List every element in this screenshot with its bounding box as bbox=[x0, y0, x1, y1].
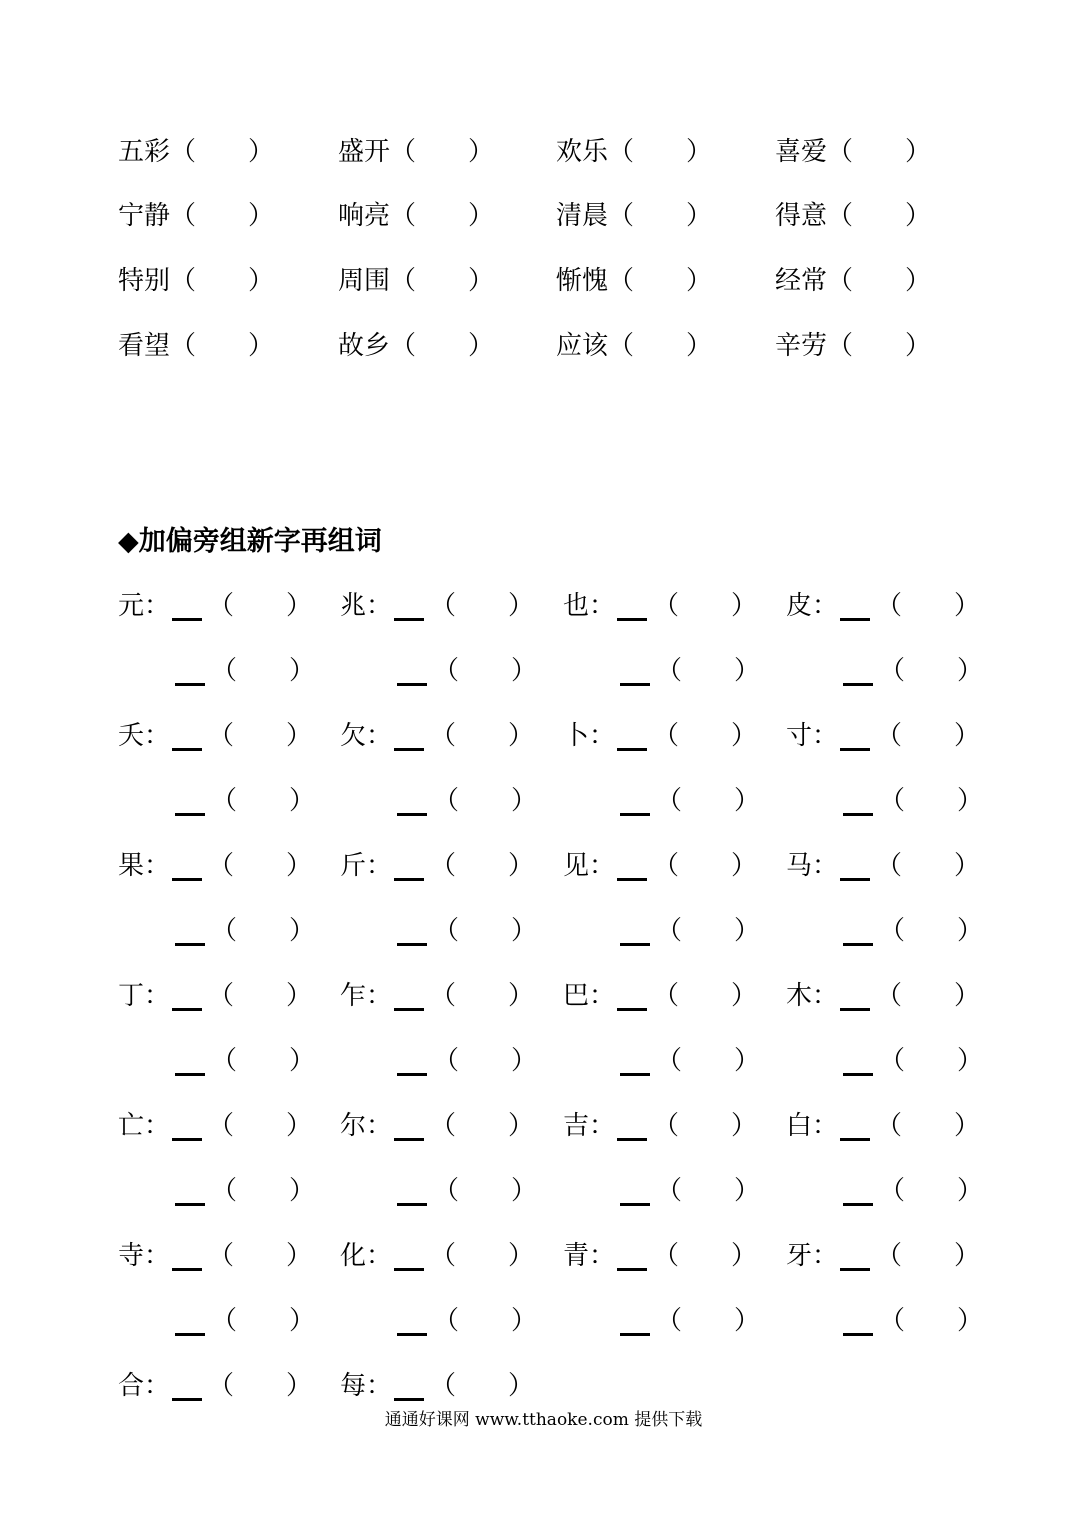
radical-item bbox=[340, 1104, 534, 1148]
word-parentheses[interactable]: （ ） bbox=[876, 851, 981, 881]
word-label: 喜爱 bbox=[775, 137, 828, 167]
word-parentheses[interactable]: （ ） bbox=[653, 591, 758, 621]
radical-item bbox=[118, 1364, 312, 1408]
word-parentheses[interactable]: （ ） bbox=[656, 1046, 761, 1076]
radical-item-second bbox=[395, 649, 537, 693]
radical-row bbox=[0, 584, 1087, 628]
answer-parentheses[interactable]: （ ） bbox=[827, 137, 932, 167]
word-parentheses[interactable]: （ ） bbox=[211, 1176, 316, 1206]
colon: ： bbox=[812, 981, 839, 1011]
answer-parentheses[interactable]: （ ） bbox=[170, 266, 275, 296]
word-item bbox=[338, 259, 494, 303]
radical-item-second bbox=[395, 1169, 537, 1213]
answer-parentheses[interactable]: （ ） bbox=[827, 201, 932, 231]
base-character: 元 bbox=[118, 591, 145, 621]
word-parentheses[interactable]: （ ） bbox=[433, 656, 538, 686]
word-parentheses[interactable]: （ ） bbox=[879, 916, 984, 946]
radical-item bbox=[563, 1234, 757, 1278]
new-character-blank[interactable] bbox=[840, 854, 870, 881]
word-parentheses[interactable]: （ ） bbox=[211, 916, 316, 946]
word-item bbox=[556, 194, 712, 238]
colon: ： bbox=[366, 1241, 393, 1271]
new-character-blank[interactable] bbox=[620, 1309, 650, 1336]
answer-parentheses[interactable]: （ ） bbox=[170, 137, 275, 167]
word-parentheses[interactable]: （ ） bbox=[433, 1306, 538, 1336]
new-character-blank[interactable] bbox=[172, 1114, 202, 1141]
answer-parentheses[interactable]: （ ） bbox=[827, 266, 932, 296]
radical-item bbox=[786, 844, 980, 888]
colon: ： bbox=[366, 981, 393, 1011]
colon: ： bbox=[144, 1371, 171, 1401]
new-character-blank[interactable] bbox=[617, 854, 647, 881]
new-character-blank[interactable] bbox=[843, 1049, 873, 1076]
radical-item bbox=[786, 1234, 980, 1278]
word-parentheses[interactable]: （ ） bbox=[656, 916, 761, 946]
new-character-blank[interactable] bbox=[172, 1244, 202, 1271]
word-parentheses[interactable]: （ ） bbox=[430, 851, 535, 881]
colon: ： bbox=[366, 591, 393, 621]
word-label: 清晨 bbox=[556, 201, 609, 231]
new-character-blank[interactable] bbox=[172, 1374, 202, 1401]
base-character: 果 bbox=[118, 851, 145, 881]
word-item bbox=[118, 130, 274, 174]
answer-parentheses[interactable]: （ ） bbox=[608, 137, 713, 167]
colon: ： bbox=[144, 851, 171, 881]
radical-item-second bbox=[173, 649, 315, 693]
answer-parentheses[interactable]: （ ） bbox=[608, 331, 713, 361]
answer-parentheses[interactable]: （ ） bbox=[390, 331, 495, 361]
radical-row bbox=[0, 1104, 1087, 1148]
base-character: 合 bbox=[118, 1371, 145, 1401]
radical-item-second bbox=[395, 1299, 537, 1343]
radical-item-second bbox=[173, 1039, 315, 1083]
answer-parentheses[interactable]: （ ） bbox=[390, 266, 495, 296]
new-character-blank[interactable] bbox=[617, 724, 647, 751]
new-character-blank[interactable] bbox=[394, 1374, 424, 1401]
new-character-blank[interactable] bbox=[840, 1244, 870, 1271]
answer-parentheses[interactable]: （ ） bbox=[608, 266, 713, 296]
colon: ： bbox=[144, 721, 171, 751]
radical-item-second bbox=[841, 909, 983, 953]
new-character-blank[interactable] bbox=[175, 1179, 205, 1206]
word-label: 惭愧 bbox=[556, 266, 609, 296]
radical-item bbox=[118, 1234, 312, 1278]
new-character-blank[interactable] bbox=[394, 854, 424, 881]
new-character-blank[interactable] bbox=[617, 984, 647, 1011]
base-character: 化 bbox=[340, 1241, 367, 1271]
word-parentheses[interactable]: （ ） bbox=[208, 591, 313, 621]
radical-item-second bbox=[841, 1169, 983, 1213]
word-label: 响亮 bbox=[338, 201, 391, 231]
new-character-blank[interactable] bbox=[620, 919, 650, 946]
word-parentheses[interactable]: （ ） bbox=[211, 656, 316, 686]
new-character-blank[interactable] bbox=[397, 1049, 427, 1076]
radical-item bbox=[118, 714, 312, 758]
radical-item-second bbox=[841, 1039, 983, 1083]
answer-parentheses[interactable]: （ ） bbox=[608, 201, 713, 231]
word-item bbox=[118, 194, 274, 238]
answer-parentheses[interactable]: （ ） bbox=[827, 331, 932, 361]
word-item bbox=[775, 324, 931, 368]
word-parentheses[interactable]: （ ） bbox=[876, 981, 981, 1011]
colon: ： bbox=[144, 591, 171, 621]
word-parentheses[interactable]: （ ） bbox=[656, 656, 761, 686]
word-label: 经常 bbox=[775, 266, 828, 296]
radical-item-second bbox=[618, 779, 760, 823]
colon: ： bbox=[589, 851, 616, 881]
word-label: 得意 bbox=[775, 201, 828, 231]
radical-item bbox=[563, 1104, 757, 1148]
base-character: 牙 bbox=[786, 1241, 813, 1271]
radical-item-second bbox=[618, 909, 760, 953]
new-character-blank[interactable] bbox=[397, 1309, 427, 1336]
new-character-blank[interactable] bbox=[175, 1049, 205, 1076]
word-row bbox=[0, 259, 1087, 303]
base-character: 寸 bbox=[786, 721, 813, 751]
word-parentheses[interactable]: （ ） bbox=[433, 1176, 538, 1206]
radical-item-second bbox=[618, 1299, 760, 1343]
radical-item-second bbox=[618, 649, 760, 693]
word-parentheses[interactable]: （ ） bbox=[653, 981, 758, 1011]
new-character-blank[interactable] bbox=[843, 789, 873, 816]
base-character: 吉 bbox=[563, 1111, 590, 1141]
word-parentheses[interactable]: （ ） bbox=[430, 721, 535, 751]
word-parentheses[interactable]: （ ） bbox=[656, 1306, 761, 1336]
colon: ： bbox=[144, 981, 171, 1011]
new-character-blank[interactable] bbox=[620, 789, 650, 816]
answer-parentheses[interactable]: （ ） bbox=[170, 201, 275, 231]
radical-item bbox=[786, 974, 980, 1018]
word-parentheses[interactable]: （ ） bbox=[879, 1046, 984, 1076]
new-character-blank[interactable] bbox=[175, 919, 205, 946]
word-parentheses[interactable]: （ ） bbox=[879, 656, 984, 686]
word-parentheses[interactable]: （ ） bbox=[879, 1306, 984, 1336]
base-character: 丁 bbox=[118, 981, 145, 1011]
base-character: 乍 bbox=[340, 981, 367, 1011]
word-label: 欢乐 bbox=[556, 137, 609, 167]
radical-item-second bbox=[173, 779, 315, 823]
colon: ： bbox=[812, 1241, 839, 1271]
new-character-blank[interactable] bbox=[840, 724, 870, 751]
new-character-blank[interactable] bbox=[397, 659, 427, 686]
word-parentheses[interactable]: （ ） bbox=[208, 851, 313, 881]
new-character-blank[interactable] bbox=[397, 789, 427, 816]
word-parentheses[interactable]: （ ） bbox=[208, 1241, 313, 1271]
word-item bbox=[338, 130, 494, 174]
radical-row bbox=[0, 974, 1087, 1018]
radical-item bbox=[118, 844, 312, 888]
word-parentheses[interactable]: （ ） bbox=[433, 916, 538, 946]
word-parentheses[interactable]: （ ） bbox=[876, 721, 981, 751]
word-item bbox=[556, 259, 712, 303]
word-parentheses[interactable]: （ ） bbox=[211, 1046, 316, 1076]
footer: 通通好课网 www.tthaoke.com 提供下载 bbox=[384, 1410, 703, 1430]
word-parentheses[interactable]: （ ） bbox=[876, 1241, 981, 1271]
radical-row bbox=[0, 844, 1087, 888]
word-parentheses[interactable]: （ ） bbox=[208, 721, 313, 751]
new-character-blank[interactable] bbox=[394, 1114, 424, 1141]
radical-item-second bbox=[841, 779, 983, 823]
radical-item-second bbox=[173, 909, 315, 953]
new-character-blank[interactable] bbox=[843, 1179, 873, 1206]
radical-item-second bbox=[841, 649, 983, 693]
base-character: 斤 bbox=[340, 851, 367, 881]
new-character-blank[interactable] bbox=[397, 1179, 427, 1206]
word-parentheses[interactable]: （ ） bbox=[653, 721, 758, 751]
radical-item bbox=[563, 844, 757, 888]
new-character-blank[interactable] bbox=[172, 724, 202, 751]
word-item bbox=[118, 324, 274, 368]
colon: ： bbox=[812, 1111, 839, 1141]
radical-row-second bbox=[0, 779, 1087, 823]
base-character: 夭 bbox=[118, 721, 145, 751]
colon: ： bbox=[366, 1111, 393, 1141]
new-character-blank[interactable] bbox=[394, 724, 424, 751]
word-parentheses[interactable]: （ ） bbox=[879, 1176, 984, 1206]
radical-item bbox=[118, 974, 312, 1018]
radical-item bbox=[340, 974, 534, 1018]
radical-item bbox=[340, 714, 534, 758]
word-item bbox=[338, 324, 494, 368]
radical-item-second bbox=[173, 1299, 315, 1343]
new-character-blank[interactable] bbox=[617, 594, 647, 621]
radical-item-second bbox=[395, 1039, 537, 1083]
answer-parentheses[interactable]: （ ） bbox=[390, 201, 495, 231]
radical-row-second bbox=[0, 1039, 1087, 1083]
new-character-blank[interactable] bbox=[620, 1179, 650, 1206]
colon: ： bbox=[589, 1111, 616, 1141]
word-label: 盛开 bbox=[338, 137, 391, 167]
word-item bbox=[775, 130, 931, 174]
colon: ： bbox=[589, 981, 616, 1011]
word-item bbox=[556, 130, 712, 174]
radical-row-second bbox=[0, 1299, 1087, 1343]
colon: ： bbox=[144, 1241, 171, 1271]
word-label: 五彩 bbox=[118, 137, 171, 167]
word-label: 周围 bbox=[338, 266, 391, 296]
new-character-blank[interactable] bbox=[843, 659, 873, 686]
word-row bbox=[0, 194, 1087, 238]
base-character: 兆 bbox=[340, 591, 367, 621]
new-character-blank[interactable] bbox=[175, 659, 205, 686]
word-item bbox=[338, 194, 494, 238]
word-parentheses[interactable]: （ ） bbox=[879, 786, 984, 816]
radical-item-second bbox=[841, 1299, 983, 1343]
answer-parentheses[interactable]: （ ） bbox=[170, 331, 275, 361]
colon: ： bbox=[812, 721, 839, 751]
base-character: 马 bbox=[786, 851, 813, 881]
colon: ： bbox=[144, 1111, 171, 1141]
new-character-blank[interactable] bbox=[394, 1244, 424, 1271]
radical-item bbox=[118, 1104, 312, 1148]
new-character-blank[interactable] bbox=[175, 789, 205, 816]
word-item bbox=[775, 194, 931, 238]
word-item bbox=[118, 259, 274, 303]
base-character: 也 bbox=[563, 591, 590, 621]
new-character-blank[interactable] bbox=[397, 919, 427, 946]
base-character: 每 bbox=[340, 1371, 367, 1401]
word-parentheses[interactable]: （ ） bbox=[208, 1111, 313, 1141]
base-character: 尔 bbox=[340, 1111, 367, 1141]
radical-row-second bbox=[0, 649, 1087, 693]
word-parentheses[interactable]: （ ） bbox=[211, 1306, 316, 1336]
word-item bbox=[775, 259, 931, 303]
radical-row-second bbox=[0, 909, 1087, 953]
word-parentheses[interactable]: （ ） bbox=[430, 1371, 535, 1401]
radical-row bbox=[0, 714, 1087, 758]
colon: ： bbox=[366, 1371, 393, 1401]
base-character: 见 bbox=[563, 851, 590, 881]
radical-item bbox=[340, 844, 534, 888]
word-row bbox=[0, 130, 1087, 174]
new-character-blank[interactable] bbox=[843, 1309, 873, 1336]
word-parentheses[interactable]: （ ） bbox=[430, 591, 535, 621]
base-character: 巴 bbox=[563, 981, 590, 1011]
radical-item-second bbox=[395, 909, 537, 953]
radical-item bbox=[563, 714, 757, 758]
word-parentheses[interactable]: （ ） bbox=[433, 786, 538, 816]
word-label: 看望 bbox=[118, 331, 171, 361]
word-parentheses[interactable]: （ ） bbox=[653, 1111, 758, 1141]
new-character-blank[interactable] bbox=[617, 1114, 647, 1141]
new-character-blank[interactable] bbox=[394, 984, 424, 1011]
new-character-blank[interactable] bbox=[840, 984, 870, 1011]
new-character-blank[interactable] bbox=[840, 594, 870, 621]
base-character: 青 bbox=[563, 1241, 590, 1271]
word-parentheses[interactable]: （ ） bbox=[430, 1111, 535, 1141]
base-character: 木 bbox=[786, 981, 813, 1011]
colon: ： bbox=[366, 721, 393, 751]
word-parentheses[interactable]: （ ） bbox=[211, 786, 316, 816]
colon: ： bbox=[589, 1241, 616, 1271]
radical-item bbox=[563, 584, 757, 628]
radical-item-second bbox=[618, 1039, 760, 1083]
word-label: 辛劳 bbox=[775, 331, 828, 361]
section-title: ◆加偏旁组新字再组词 bbox=[118, 526, 382, 557]
radical-item bbox=[563, 974, 757, 1018]
word-item bbox=[556, 324, 712, 368]
new-character-blank[interactable] bbox=[394, 594, 424, 621]
new-character-blank[interactable] bbox=[172, 854, 202, 881]
new-character-blank[interactable] bbox=[843, 919, 873, 946]
word-parentheses[interactable]: （ ） bbox=[876, 1111, 981, 1141]
radical-item bbox=[340, 1234, 534, 1278]
base-character: 欠 bbox=[340, 721, 367, 751]
radical-item-second bbox=[618, 1169, 760, 1213]
word-parentheses[interactable]: （ ） bbox=[653, 851, 758, 881]
new-character-blank[interactable] bbox=[175, 1309, 205, 1336]
base-character: 寺 bbox=[118, 1241, 145, 1271]
new-character-blank[interactable] bbox=[617, 1244, 647, 1271]
radical-item bbox=[786, 1104, 980, 1148]
word-parentheses[interactable]: （ ） bbox=[430, 981, 535, 1011]
new-character-blank[interactable] bbox=[620, 1049, 650, 1076]
word-parentheses[interactable]: （ ） bbox=[656, 786, 761, 816]
word-parentheses[interactable]: （ ） bbox=[656, 1176, 761, 1206]
word-parentheses[interactable]: （ ） bbox=[653, 1241, 758, 1271]
new-character-blank[interactable] bbox=[172, 594, 202, 621]
word-parentheses[interactable]: （ ） bbox=[208, 1371, 313, 1401]
colon: ： bbox=[812, 591, 839, 621]
colon: ： bbox=[812, 851, 839, 881]
colon: ： bbox=[366, 851, 393, 881]
answer-parentheses[interactable]: （ ） bbox=[390, 137, 495, 167]
base-character: 卜 bbox=[563, 721, 590, 751]
radical-item bbox=[118, 584, 312, 628]
base-character: 皮 bbox=[786, 591, 813, 621]
colon: ： bbox=[589, 591, 616, 621]
radical-row bbox=[0, 1234, 1087, 1278]
word-parentheses[interactable]: （ ） bbox=[430, 1241, 535, 1271]
word-parentheses[interactable]: （ ） bbox=[876, 591, 981, 621]
new-character-blank[interactable] bbox=[620, 659, 650, 686]
new-character-blank[interactable] bbox=[172, 984, 202, 1011]
base-character: 亡 bbox=[118, 1111, 145, 1141]
radical-row bbox=[0, 1364, 1087, 1408]
colon: ： bbox=[589, 721, 616, 751]
word-label: 故乡 bbox=[338, 331, 391, 361]
base-character: 白 bbox=[786, 1111, 813, 1141]
word-label: 应该 bbox=[556, 331, 609, 361]
radical-item bbox=[786, 584, 980, 628]
radical-item bbox=[340, 584, 534, 628]
radical-item bbox=[786, 714, 980, 758]
new-character-blank[interactable] bbox=[840, 1114, 870, 1141]
radical-row-second bbox=[0, 1169, 1087, 1213]
word-label: 宁静 bbox=[118, 201, 171, 231]
radical-item-second bbox=[395, 779, 537, 823]
radical-item-second bbox=[173, 1169, 315, 1213]
radical-item bbox=[340, 1364, 534, 1408]
word-parentheses[interactable]: （ ） bbox=[433, 1046, 538, 1076]
word-parentheses[interactable]: （ ） bbox=[208, 981, 313, 1011]
word-label: 特别 bbox=[118, 266, 171, 296]
word-row bbox=[0, 324, 1087, 368]
